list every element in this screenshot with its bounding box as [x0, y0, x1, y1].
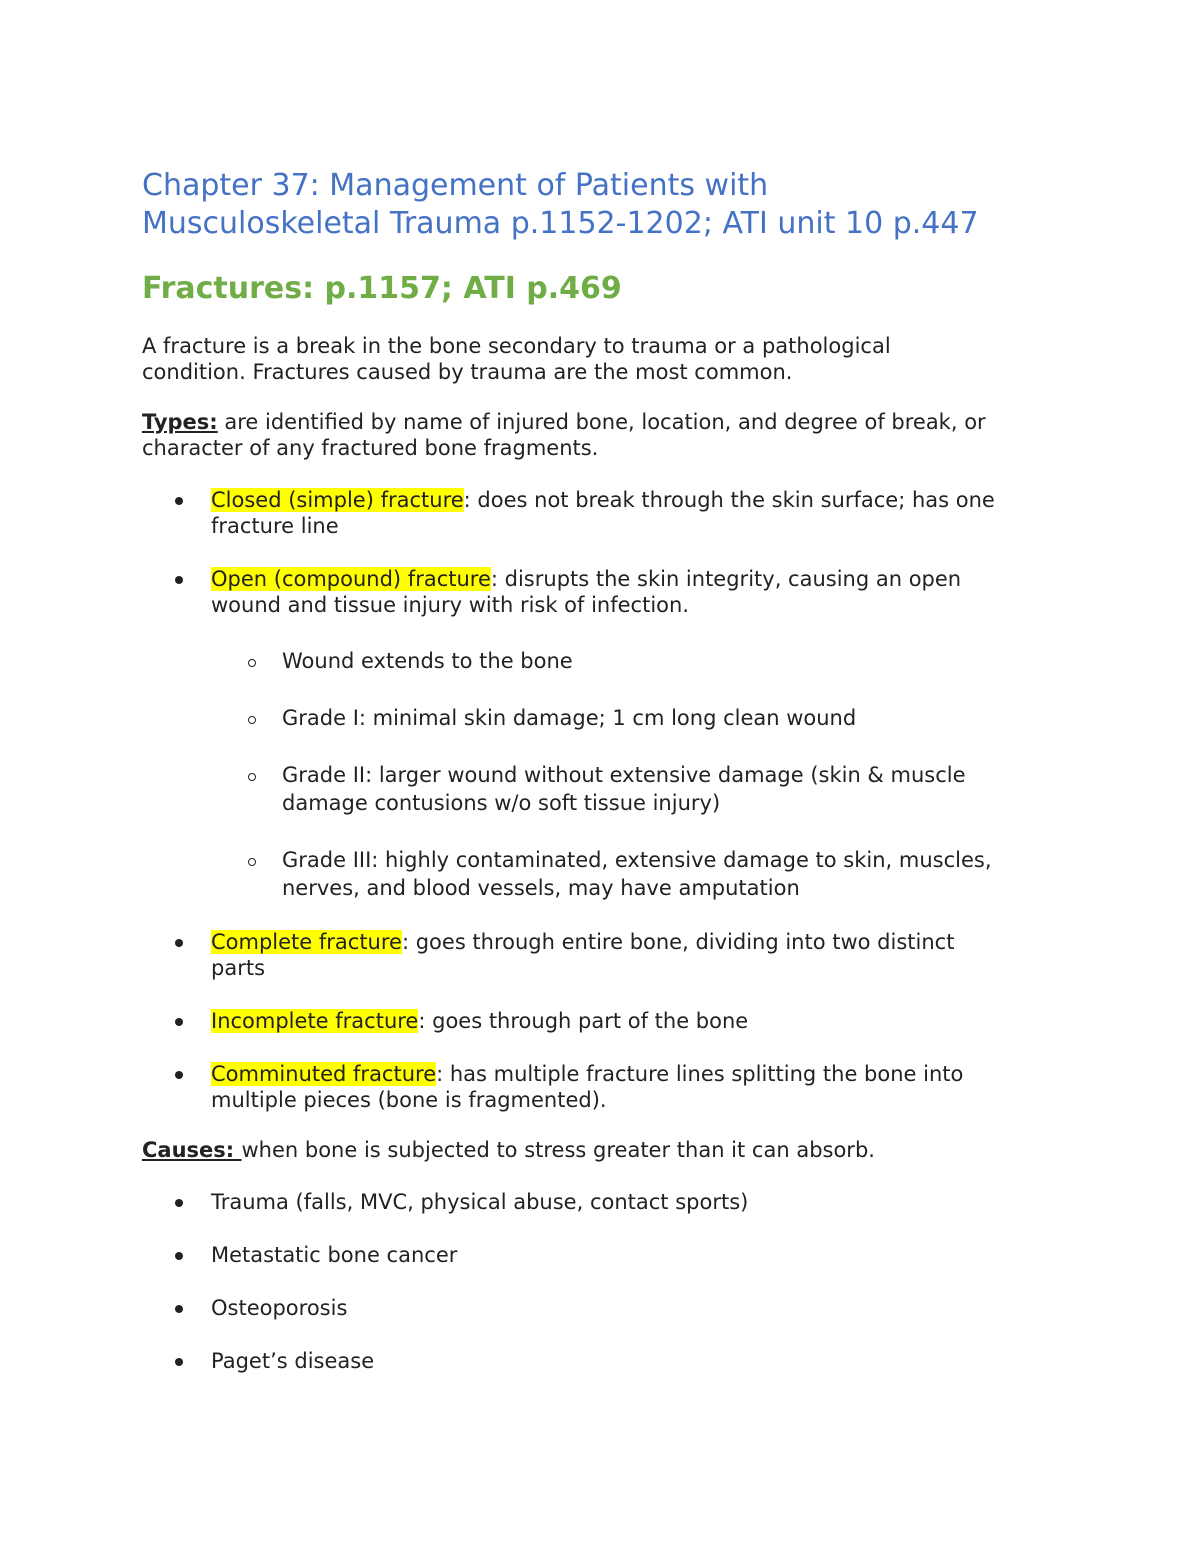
- chapter-title: [142, 167, 1072, 243]
- bullet-icon: [175, 1199, 183, 1207]
- fracture-term: Incomplete fracture: [211, 1009, 419, 1033]
- causes-paragraph: [142, 1137, 1072, 1163]
- bullet-icon: [175, 1018, 183, 1026]
- list-item: [142, 1189, 1072, 1215]
- causes-text: when bone is subjected to stress greater than it can absorb.: [241, 1138, 875, 1162]
- sub-list-item: [211, 846, 1072, 902]
- chapter-title-line-1: Chapter 37: Management of Patients with: [142, 168, 769, 203]
- causes-label: Causes:: [142, 1138, 242, 1162]
- sub-item-text-line-1: Grade II: larger wound without extensive damage (skin & muscle: [282, 763, 966, 787]
- chapter-title-line-2: Musculoskeletal Trauma p.1152-1202; ATI unit 10 p.447: [142, 206, 979, 241]
- cause-text: Metastatic bone cancer: [211, 1243, 458, 1267]
- sub-item-text-line-2: nerves, and blood vessels, may have amputation: [282, 876, 800, 900]
- fracture-term: Comminuted fracture: [211, 1062, 437, 1086]
- open-fracture-sublist: [211, 647, 1072, 902]
- fracture-desc-line-2: parts: [211, 956, 266, 980]
- document-page: [142, 167, 1072, 1374]
- cause-text: Osteoporosis: [211, 1296, 348, 1320]
- fracture-desc-line-2: fracture line: [211, 514, 339, 538]
- fracture-desc-line-1: : disrupts the skin integrity, causing an open: [490, 567, 962, 591]
- hollow-bullet-icon: [248, 716, 256, 724]
- intro-line-1: A fracture is a break in the bone secondary to trauma or a pathological: [142, 334, 891, 358]
- bullet-icon: [175, 576, 183, 584]
- fracture-desc-line-2: wound and tissue injury with risk of infection.: [211, 593, 690, 617]
- sub-list-item: [211, 647, 1072, 675]
- intro-line-2: condition. Fractures caused by trauma are the most common.: [142, 360, 793, 384]
- list-item: [142, 1061, 1072, 1113]
- types-text-line-1: are identified by name of injured bone, location, and degree of break, or: [217, 410, 986, 434]
- hollow-bullet-icon: [248, 773, 256, 781]
- bullet-icon: [175, 939, 183, 947]
- fracture-desc-line-1: : does not break through the skin surface; has one: [463, 488, 995, 512]
- fracture-desc-line-2: multiple pieces (bone is fragmented).: [211, 1088, 607, 1112]
- fracture-desc-line-1: : has multiple fracture lines splitting the bone into: [436, 1062, 964, 1086]
- fracture-desc-line-1: : goes through part of the bone: [418, 1009, 749, 1033]
- sub-list-item: [211, 761, 1072, 817]
- fracture-term: Complete fracture: [211, 930, 402, 954]
- fracture-term: Closed (simple) fracture: [211, 488, 464, 512]
- causes-list: [142, 1189, 1072, 1374]
- sub-list-item: [211, 704, 1072, 732]
- sub-item-text: Grade I: minimal skin damage; 1 cm long clean wound: [282, 706, 857, 730]
- sub-item-text-line-1: Grade III: highly contaminated, extensive damage to skin, muscles,: [282, 848, 992, 872]
- fracture-desc-line-1: : goes through entire bone, dividing into two distinct: [401, 930, 955, 954]
- types-label: Types:: [142, 410, 218, 434]
- sub-item-text-line-2: damage contusions w/o soft tissue injury): [282, 791, 721, 815]
- bullet-icon: [175, 497, 183, 505]
- bullet-icon: [175, 1071, 183, 1079]
- list-item: [142, 929, 1072, 981]
- sub-item-text: Wound extends to the bone: [282, 649, 573, 673]
- types-text-line-2: character of any fractured bone fragments.: [142, 436, 599, 460]
- cause-text: Trauma (falls, MVC, physical abuse, contact sports): [211, 1190, 749, 1214]
- list-item: [142, 1295, 1072, 1321]
- bullet-icon: [175, 1305, 183, 1313]
- list-item: [142, 487, 1072, 539]
- hollow-bullet-icon: [248, 858, 256, 866]
- list-item: [142, 1348, 1072, 1374]
- intro-paragraph: [142, 333, 1072, 385]
- list-item: [142, 1008, 1072, 1034]
- hollow-bullet-icon: [248, 659, 256, 667]
- bullet-icon: [175, 1358, 183, 1366]
- types-paragraph: [142, 409, 1072, 461]
- bullet-icon: [175, 1252, 183, 1260]
- fracture-term: Open (compound) fracture: [211, 567, 491, 591]
- cause-text: Paget’s disease: [211, 1349, 375, 1373]
- list-item: [142, 1242, 1072, 1268]
- section-heading: Fractures: p.1157; ATI p.469: [142, 271, 622, 306]
- list-item: [142, 566, 1072, 902]
- fracture-types-list: [142, 487, 1072, 1113]
